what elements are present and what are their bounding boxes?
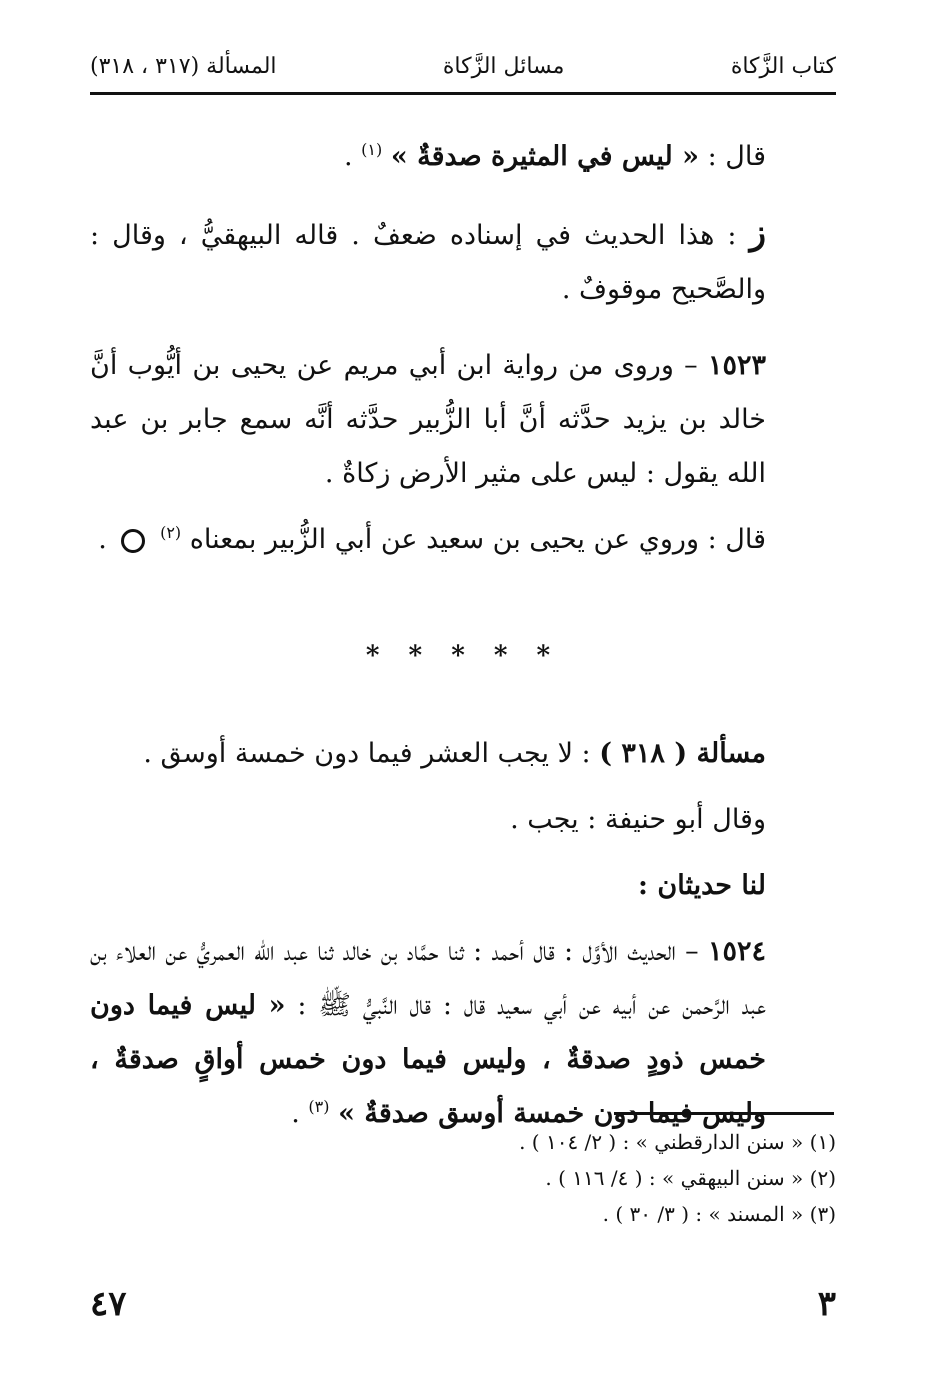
page-number-left: ٤٧	[90, 1284, 127, 1324]
commentary-mark: ز	[749, 213, 766, 253]
header-rule	[90, 92, 836, 95]
main-text	[90, 130, 836, 1141]
header-book-title: كتاب الزَّكاة	[730, 53, 836, 79]
section-separator: * * * * *	[365, 641, 561, 671]
footnote-1: (١) « سنن الدارقطني » : ( ٢/ ١٠٤ ) .	[519, 1130, 836, 1154]
header-chapter-title: مسائل الزَّكاة	[442, 53, 565, 79]
running-header	[90, 44, 836, 88]
footnote-3: (٣) « المسند » : ( ٣/ ٣٠ ) .	[602, 1202, 836, 1226]
paragraph-1: قال : « ليس في المثيرة صدقةٌ » $^{(١)}$ .	[344, 140, 766, 172]
page-number-right: ٣	[817, 1284, 836, 1324]
hadith-number: ١٥٢٣	[707, 350, 766, 381]
paragraph-3: ١٥٢٣ – وروى من رواية ابن أبي مريم عن يحيى بن أيُّوب أنَّ خالد بن يزيد حدَّثه أنَّ أبا الزُّبير حدَّثه أنَّه سمع جابر بن عبد الله يقول : ليس على مثير الأرض زكاةٌ .	[90, 350, 766, 489]
hadith-number: ١٥٢٤	[707, 936, 766, 967]
header-issue-range: المسألة (٣١٧ ، ٣١٨)	[90, 53, 277, 79]
circle-end-icon	[121, 529, 145, 553]
paragraph-8: ١٥٢٤ – الحديث الأوَّل : قال أحمد : ثنا حمَّاد بن خالد ثنا عبد الله العمريُّ عن العلاء بن عبد الرَّحمن عن أبيه عن أبي سعيد قال : قال النَّبيُّ ﷺ : « ليس فيما دون خمس ذودٍ صدقةٌ ، وليس فيما دون خمس أواقٍ صدقةٌ ، وليس فيما دون خمسة أوسق صدقةٌ » $^{(٣)}$ .	[90, 936, 766, 1129]
paragraph-7: لنا حديثان :	[638, 870, 766, 901]
footnote-ref-1: (١)	[361, 140, 383, 159]
footnote-ref-2: (٢)	[160, 523, 182, 542]
footnotes	[300, 1124, 836, 1232]
paragraph-6: وقال أبو حنيفة : يجب .	[510, 804, 766, 835]
hadith-quote: « ليس في المثيرة صدقةٌ »	[390, 141, 699, 172]
paragraph-5: مسألة ( ٣١٨ ) : لا يجب العشر فيما دون خمسة أوسق .	[143, 738, 766, 769]
footnote-rule	[614, 1112, 834, 1115]
footnote-ref-3: (٣)	[308, 1097, 330, 1116]
footnote-2: (٢) « سنن البيهقي » : ( ٤/ ١١٦ ) .	[545, 1166, 836, 1190]
paragraph-2: ز : هذا الحديث في إسناده ضعفٌ . قاله البيهقيُّ ، وقال : والصَّحيح موقوفٌ .	[90, 213, 766, 305]
issue-label: مسألة ( ٣١٨ )	[599, 738, 766, 769]
paragraph-4: قال : وروي عن يحيى بن سعيد عن أبي الزُّبير بمعناه $^{(٢)}$ .	[98, 523, 766, 555]
hadith-quote: « ليس فيما دون خمس ذودٍ صدقةٌ ، وليس فيما دون خمس أواقٍ صدقةٌ ، وليس فيما دون خمسة أوسق صدقةٌ »	[90, 990, 766, 1129]
